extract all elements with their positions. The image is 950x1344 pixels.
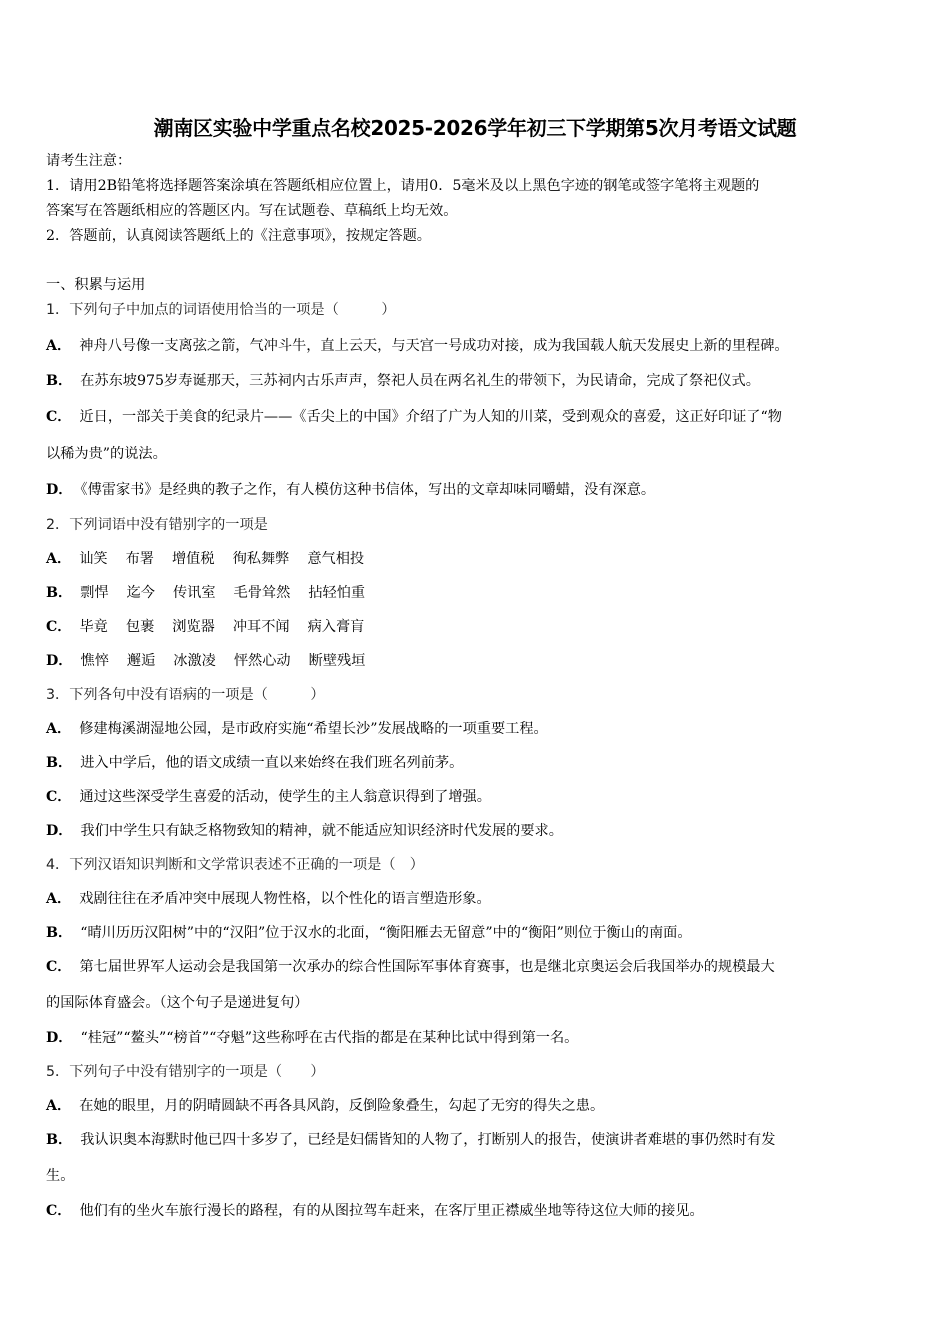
word: 徇私舞弊 (232, 551, 290, 567)
question-2-option-a (46, 550, 382, 568)
option-text: “桂冠”“鳌头”“榜首”“夺魁”这些称呼在古代指的都是在某种比试中得到第一名。 (80, 1030, 579, 1046)
question-2-stem: 2．下列词语中没有错别字的一项是 (46, 517, 268, 533)
option-label: A． (46, 338, 72, 354)
option-text: 神舟八号像一支离弦之箭，气冲斗牛，直上云天，与天宫一号成功对接，成为我国载人航天发展史上新的里程碑。 (79, 338, 789, 354)
option-label: C． (46, 619, 72, 635)
word: 讪笑 (79, 551, 108, 567)
option-text: 戏剧往往在矛盾冲突中展现人物性格，以个性化的语言塑造形象。 (79, 891, 491, 907)
option-label: D． (46, 482, 73, 498)
question-3-option-b (46, 754, 463, 772)
word: 包裹 (125, 619, 155, 635)
notice-item-1-cont: 答案写在答题纸相应的答题区内。写在试题卷、草稿纸上均无效。 (46, 203, 458, 219)
question-3-option-a (46, 720, 548, 738)
word: 剽悍 (80, 585, 109, 601)
page-title: 潮南区实验中学重点名校2025-2026学年初三下学期第5次月考语文试题 (153, 116, 797, 140)
option-text: 《傅雷家书》是经典的教子之作，有人模仿这种书信体，写出的文章却味同嚼蜡，没有深意。 (80, 482, 656, 498)
word: 冰激凌 (173, 653, 216, 669)
option-text: 在她的眼里，月的阴晴圆缺不再各具风韵，反倒险象叠生，勾起了无穷的得失之患。 (79, 1098, 605, 1114)
option-label: C． (46, 959, 72, 975)
option-text: 近日，一部关于美食的纪录片——《舌尖上的中国》介绍了广为人知的川菜，受到观众的喜爱，这正好印证了“物 (79, 409, 782, 425)
question-5-option-a (46, 1097, 604, 1115)
option-label: B． (46, 755, 73, 771)
option-label: C． (46, 1203, 72, 1219)
question-4-option-c (46, 958, 775, 976)
notice-item-2: 2．答题前，认真阅读答题纸上的《注意事项》，按规定答题。 (46, 228, 431, 244)
word: 意气相投 (307, 551, 365, 567)
question-1-option-b (46, 372, 760, 390)
word: 怦然心动 (233, 653, 291, 669)
notice-heading: 请考生注意： (46, 153, 132, 169)
question-4-option-a (46, 890, 491, 908)
option-text: 他们有的坐火车旅行漫长的路程，有的从图拉驾车赶来，在客厅里正襟威坐地等待这位大师的接见。 (79, 1203, 704, 1219)
word: 毛骨耸然 (233, 585, 291, 601)
question-5-stem: 5．下列句子中没有错别字的一项是（ ） (46, 1064, 325, 1080)
question-2-option-d (46, 652, 383, 670)
option-label: A． (46, 721, 72, 737)
question-4-option-b (46, 924, 692, 942)
question-1-stem: 1．下列句子中加点的词语使用恰当的一项是（ ） (46, 302, 396, 318)
word: 布署 (125, 551, 154, 567)
option-label: D． (46, 823, 73, 839)
question-2-option-c (46, 618, 382, 636)
option-text: 我们中学生只有缺乏格物致知的精神，就不能适应知识经济时代发展的要求。 (80, 823, 563, 839)
question-2-option-b (46, 584, 383, 602)
question-1-option-a (46, 337, 789, 355)
question-4-stem: 4．下列汉语知识判断和文学常识表述不正确的一项是（ ） (46, 857, 424, 873)
option-label: C． (46, 789, 72, 805)
option-label: C． (46, 409, 72, 425)
option-label: B． (46, 373, 73, 389)
question-1-option-c (46, 408, 782, 426)
question-5-option-b-cont: 生。 (46, 1168, 75, 1184)
option-label: B． (46, 925, 73, 941)
question-4-option-c-cont: 的国际体育盛会。（这个句子是递进复句） (46, 995, 309, 1011)
word: 冲耳不闻 (232, 619, 290, 635)
option-text: “晴川历历汉阳树”中的“汉阳”位于汉水的北面，“衡阳雁去无留意”中的“衡阳”则位于衡山的南面。 (80, 925, 692, 941)
word: 憔悴 (80, 653, 109, 669)
word: 迄今 (126, 585, 155, 601)
option-text: 修建梅溪湖湿地公园，是市政府实施“希望长沙”发展战略的一项重要工程。 (79, 721, 548, 737)
option-label: A． (46, 551, 72, 567)
option-label: B． (46, 585, 73, 601)
question-3-option-d (46, 822, 563, 840)
word: 浏览器 (172, 619, 215, 635)
option-label: D． (46, 653, 73, 669)
question-3-option-c (46, 788, 491, 806)
option-text: 进入中学后，他的语文成绩一直以来始终在我们班名列前茅。 (80, 755, 464, 771)
section-heading: 一、积累与运用 (46, 277, 146, 293)
question-4-option-d (46, 1029, 578, 1047)
option-label: A． (46, 1098, 72, 1114)
word: 传讯室 (172, 585, 216, 601)
word: 毕竟 (79, 619, 108, 635)
option-text: 通过这些深受学生喜爱的活动，使学生的主人翁意识得到了增强。 (79, 789, 491, 805)
question-5-option-c (46, 1202, 704, 1220)
word: 增值税 (171, 551, 215, 567)
option-text: 在苏东坡975岁寿诞那天，三苏祠内古乐声声，祭祀人员在两名礼生的带领下，为民请命，完成了祭祀仪式。 (80, 373, 760, 389)
question-5-option-b (46, 1131, 775, 1149)
option-label: A． (46, 891, 72, 907)
notice-item-1: 1．请用2B铅笔将选择题答案涂填在答题纸相应位置上，请用0．5毫米及以上黑色字迹的钢笔或签字笔将主观题的 (46, 178, 760, 194)
word: 断壁残垣 (308, 653, 366, 669)
word: 病入膏肓 (307, 619, 365, 635)
question-3-stem: 3．下列各句中没有语病的一项是（ ） (46, 687, 325, 703)
question-1-option-d (46, 481, 655, 499)
option-label: D． (46, 1030, 73, 1046)
option-label: B． (46, 1132, 73, 1148)
question-1-option-c-cont: 以稀为贵”的说法。 (46, 446, 167, 462)
option-text: 我认识奥本海默时他已四十多岁了，已经是妇儒皆知的人物了，打断别人的报告，使演讲者难堪的事仍然时有发 (80, 1132, 776, 1148)
option-text: 第七届世界军人运动会是我国第一次承办的综合性国际军事体育赛事，也是继北京奥运会后我国举办的规模最大 (79, 959, 775, 975)
word: 邂逅 (126, 653, 156, 669)
word: 拈轻怕重 (308, 585, 366, 601)
